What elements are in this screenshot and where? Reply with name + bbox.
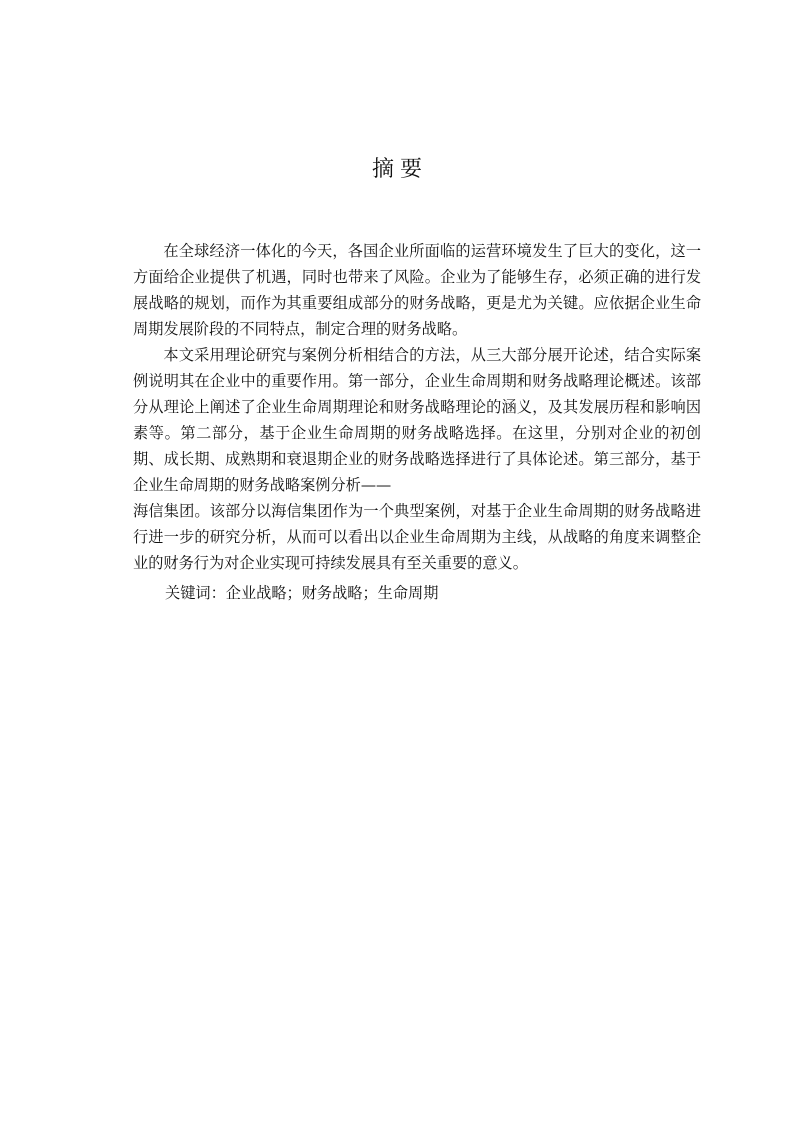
abstract-body <box>133 238 701 576</box>
abstract-paragraph-continuation: 海信集团。该部分以海信集团作为一个典型案例，对基于企业生命周期的财务战略进行进一步的研究分析，从而可以看出以企业生命周期为主线，从战略的角度来调整企业的财务行为对企业实现可持续发展具有至关重要的意义。 <box>133 502 701 572</box>
abstract-paragraph-1: 在全球经济一体化的今天，各国企业所面临的运营环境发生了巨大的变化，这一方面给企业提供了机遇，同时也带来了风险。企业为了能够生存，必须正确的进行发展战略的规划，而作为其重要组成部分的财务战略，更是尤为关键。应依据企业生命周期发展阶段的不同特点，制定合理的财务战略。 <box>133 242 701 338</box>
keywords-label: 关键词： <box>165 584 226 602</box>
keywords-text: 企业战略；财务战略；生命周期 <box>225 584 439 602</box>
keywords-line <box>165 580 438 606</box>
abstract-title: 摘要 <box>371 157 428 182</box>
abstract-paragraph-2: 本文采用理论研究与案例分析相结合的方法，从三大部分展开论述，结合实际案例说明其在企业中的重要作用。第一部分，企业生命周期和财务战略理论概述。该部分从理论上阐述了企业生命周期理论和财务战略理论的涵义，及其发展历程和影响因素等。第二部分，基于企业生命周期的财务战略选择。在这里，分别对企业的初创期、成长期、成熟期和衰退期企业的财务战略选择进行了具体论述。第三部分，基于企业生命周期的财务战略案例分析—— <box>133 346 701 494</box>
